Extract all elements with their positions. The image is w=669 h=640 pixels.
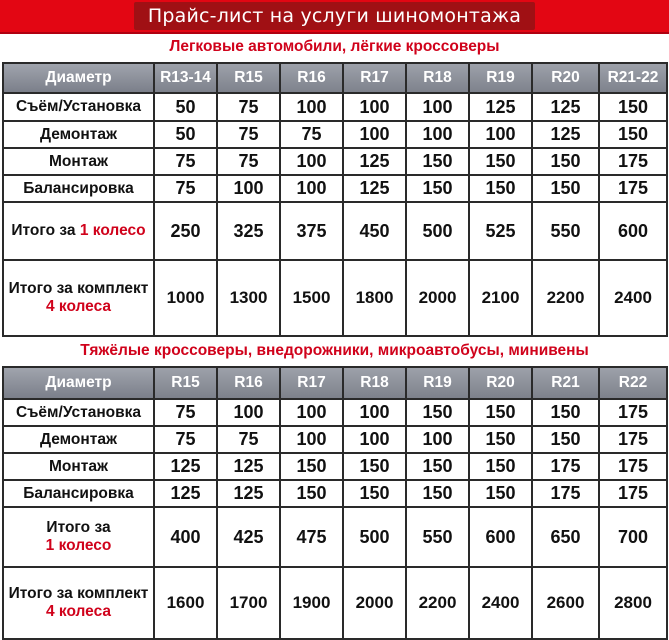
total-one-cell: 325 (217, 202, 280, 260)
price-cell: 150 (343, 480, 406, 507)
total-one-cell: 400 (154, 507, 217, 567)
price-cell: 75 (217, 426, 280, 453)
total-set-cell: 2800 (599, 567, 667, 639)
total-set-cell: 1900 (280, 567, 343, 639)
total-set-cell: 1300 (217, 260, 280, 336)
total-one-cell: 475 (280, 507, 343, 567)
price-cell: 100 (343, 399, 406, 426)
price-cell: 150 (469, 453, 532, 480)
total-label-prefix: Итого за (11, 222, 80, 240)
price-cell: 100 (343, 426, 406, 453)
price-cell: 100 (280, 148, 343, 175)
price-cell: 125 (217, 453, 280, 480)
price-cell: 75 (217, 148, 280, 175)
total-label-highlight: 4 колеса (45, 298, 112, 315)
price-cell: 100 (280, 175, 343, 202)
total-set-cell: 2600 (532, 567, 599, 639)
total-set-cell: 2400 (469, 567, 532, 639)
price-cell: 150 (469, 175, 532, 202)
price-cell: 75 (280, 121, 343, 148)
header-diameter-cell: R22 (599, 367, 667, 399)
total-set-cell: 2200 (532, 260, 599, 336)
price-cell: 75 (217, 121, 280, 148)
header-diameter-cell: R18 (406, 63, 469, 93)
price-cell: 50 (154, 93, 217, 121)
price-cell: 150 (469, 399, 532, 426)
table-row (3, 399, 667, 426)
total-set-cell: 1800 (343, 260, 406, 336)
header-diameter-cell: R19 (469, 63, 532, 93)
total-set-cell: 2000 (343, 567, 406, 639)
row-label: Демонтаж (3, 121, 154, 148)
price-cell: 150 (599, 121, 667, 148)
price-cell: 150 (406, 148, 469, 175)
row-label: Балансировка (3, 175, 154, 202)
total-label-line: Итого за комплект (8, 280, 149, 298)
price-cell: 125 (343, 148, 406, 175)
total-one-cell: 600 (599, 202, 667, 260)
total-label-highlight: 1 колесо (45, 537, 112, 554)
page-title: Прайс-лист на услуги шиномонтажа (134, 2, 535, 30)
total-one-cell: 525 (469, 202, 532, 260)
header-diameter-cell: R15 (154, 367, 217, 399)
title-banner (0, 0, 669, 34)
price-cell: 175 (599, 426, 667, 453)
section-title-passenger: Легковые автомобили, лёгкие кроссоверы (169, 38, 500, 55)
header-diameter-cell: R20 (469, 367, 532, 399)
price-cell: 100 (217, 399, 280, 426)
total-one-cell: 700 (599, 507, 667, 567)
total-set-cell: 1000 (154, 260, 217, 336)
table-row (3, 426, 667, 453)
total-one-cell: 425 (217, 507, 280, 567)
price-cell: 100 (406, 93, 469, 121)
price-cell: 150 (406, 175, 469, 202)
price-cell: 100 (406, 121, 469, 148)
table-header-row (3, 367, 667, 399)
table-row-total-one (3, 202, 667, 260)
header-diameter-cell: R17 (280, 367, 343, 399)
header-diameter-cell: R16 (217, 367, 280, 399)
total-set-cell: 2000 (406, 260, 469, 336)
table-row-total-set (3, 260, 667, 336)
price-cell: 75 (154, 399, 217, 426)
price-cell: 75 (154, 175, 217, 202)
total-set-cell: 2200 (406, 567, 469, 639)
price-cell: 175 (532, 453, 599, 480)
row-label: Балансировка (3, 480, 154, 507)
header-diameter-cell: R16 (280, 63, 343, 93)
header-label-diameter: Диаметр (3, 367, 154, 399)
price-cell: 125 (469, 93, 532, 121)
total-set-cell: 1600 (154, 567, 217, 639)
header-diameter-cell: R21-22 (599, 63, 667, 93)
total-one-cell: 250 (154, 202, 217, 260)
price-cell: 100 (406, 426, 469, 453)
row-label: Съём/Установка (3, 399, 154, 426)
header-diameter-cell: R21 (532, 367, 599, 399)
row-label: Съём/Установка (3, 93, 154, 121)
row-label: Демонтаж (3, 426, 154, 453)
row-label: Монтаж (3, 453, 154, 480)
price-cell: 125 (154, 453, 217, 480)
price-cell: 150 (469, 426, 532, 453)
table-row (3, 480, 667, 507)
table-row (3, 175, 667, 202)
header-diameter-cell: R13-14 (154, 63, 217, 93)
total-set-cell: 1700 (217, 567, 280, 639)
price-cell: 100 (469, 121, 532, 148)
header-label-diameter: Диаметр (3, 63, 154, 93)
price-cell: 150 (469, 148, 532, 175)
price-cell: 125 (343, 175, 406, 202)
price-cell: 100 (280, 399, 343, 426)
price-cell: 175 (599, 399, 667, 426)
table-row (3, 93, 667, 121)
price-cell: 150 (406, 399, 469, 426)
price-cell: 75 (154, 426, 217, 453)
total-one-cell: 375 (280, 202, 343, 260)
section-title-heavy: Тяжёлые кроссоверы, внедорожники, микроавтобусы, минивены (80, 342, 589, 359)
table-row (3, 453, 667, 480)
total-label-line: Итого за комплект (8, 585, 149, 603)
price-cell: 175 (599, 175, 667, 202)
total-label-line: Итого за (46, 519, 111, 537)
price-cell: 100 (280, 426, 343, 453)
total-set-cell: 2100 (469, 260, 532, 336)
row-label-total-set (3, 260, 154, 336)
price-cell: 125 (532, 93, 599, 121)
price-cell: 150 (406, 453, 469, 480)
price-cell: 150 (280, 453, 343, 480)
price-cell: 100 (217, 175, 280, 202)
price-cell: 150 (406, 480, 469, 507)
price-cell: 75 (154, 148, 217, 175)
total-one-cell: 550 (406, 507, 469, 567)
price-cell: 150 (343, 453, 406, 480)
price-table-heavy (2, 366, 668, 640)
total-set-cell: 1500 (280, 260, 343, 336)
price-cell: 100 (280, 93, 343, 121)
header-diameter-cell: R18 (343, 367, 406, 399)
price-cell: 50 (154, 121, 217, 148)
price-cell: 100 (343, 121, 406, 148)
table-row-total-set (3, 567, 667, 639)
price-cell: 125 (154, 480, 217, 507)
price-cell: 150 (532, 148, 599, 175)
price-cell: 150 (532, 175, 599, 202)
price-cell: 150 (280, 480, 343, 507)
total-label-highlight: 1 колесо (79, 222, 146, 240)
price-cell: 150 (469, 480, 532, 507)
header-diameter-cell: R19 (406, 367, 469, 399)
total-one-cell: 500 (343, 507, 406, 567)
price-table-passenger (2, 62, 668, 337)
price-cell: 175 (599, 453, 667, 480)
row-label-total-one (3, 507, 154, 567)
price-cell: 125 (217, 480, 280, 507)
header-diameter-cell: R20 (532, 63, 599, 93)
price-cell: 125 (532, 121, 599, 148)
table-row (3, 121, 667, 148)
table-header-row (3, 63, 667, 93)
table-row (3, 148, 667, 175)
total-label-highlight: 4 колеса (45, 603, 112, 620)
table-row-total-one (3, 507, 667, 567)
total-one-cell: 450 (343, 202, 406, 260)
price-cell: 75 (217, 93, 280, 121)
total-one-cell: 500 (406, 202, 469, 260)
price-cell: 175 (532, 480, 599, 507)
total-one-cell: 600 (469, 507, 532, 567)
price-cell: 150 (532, 399, 599, 426)
row-label-total-set (3, 567, 154, 639)
price-cell: 175 (599, 148, 667, 175)
price-cell: 175 (599, 480, 667, 507)
price-cell: 150 (599, 93, 667, 121)
row-label-total-one (3, 202, 154, 260)
total-one-cell: 550 (532, 202, 599, 260)
row-label: Монтаж (3, 148, 154, 175)
total-set-cell: 2400 (599, 260, 667, 336)
price-cell: 150 (532, 426, 599, 453)
total-one-cell: 650 (532, 507, 599, 567)
header-diameter-cell: R17 (343, 63, 406, 93)
price-cell: 100 (343, 93, 406, 121)
header-diameter-cell: R15 (217, 63, 280, 93)
